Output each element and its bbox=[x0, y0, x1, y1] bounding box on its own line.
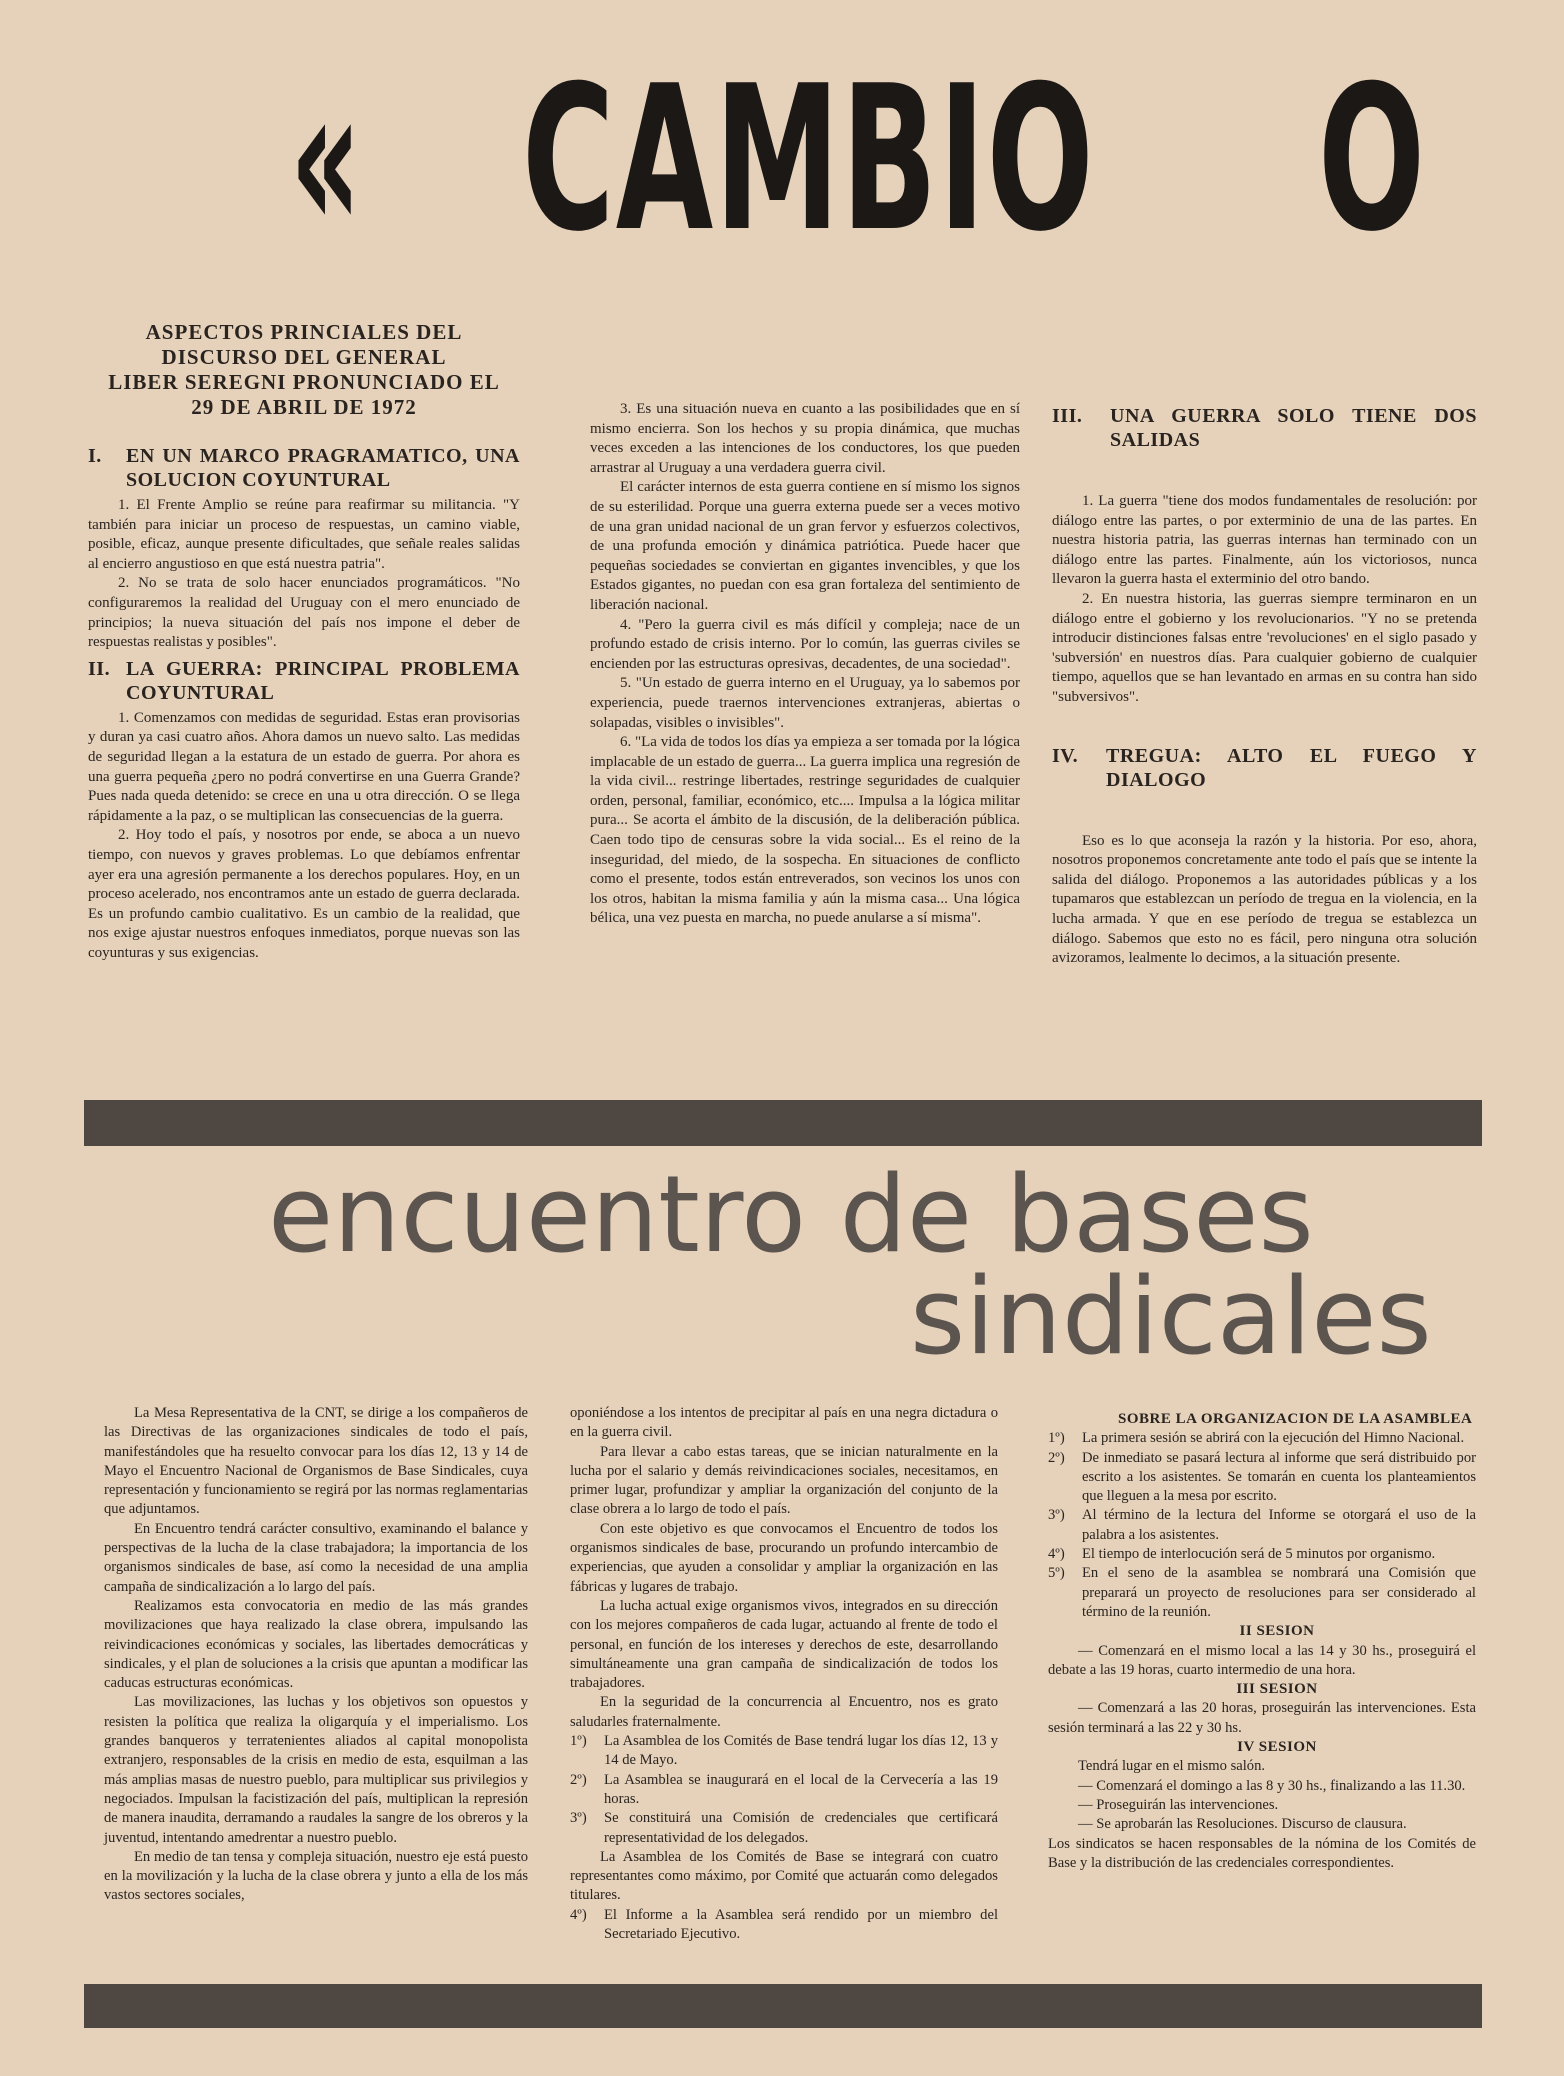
article1-column-3 bbox=[1052, 404, 1477, 969]
headline-line: DISCURSO DEL GENERAL bbox=[161, 345, 447, 369]
paragraph: 4. "Pero la guerra civil es más difícil y compleja; nace de un profundo estado de crisis interno. Por lo común, las guerras civiles se encienden por las estructuras opresivas, decadentes, de una sociedad". bbox=[590, 616, 1020, 672]
paragraph: Realizamos esta convocatoria en medio de las más grandes movilizaciones que haya realizado la clase obrera, impulsando las reivindicaciones económicas y sociales, las libertades democráticas y sindicales, y el plan de soluciones a la crisis que apuntan a modificar las caducas estructuras económicas. bbox=[104, 1597, 528, 1692]
article2-column-3 bbox=[1048, 1410, 1476, 1873]
article2-headline-line-1: encuentro de bases bbox=[268, 1153, 1314, 1276]
item-number: 2º) bbox=[570, 1771, 587, 1788]
article1-headline bbox=[88, 320, 520, 420]
paragraph: — Comenzará en el mismo local a las 14 y 30 hs., proseguirá el debate a las 19 horas, cuarto intermedio de una hora. bbox=[1048, 1642, 1476, 1678]
section-title: UNA GUERRA SOLO TIENE DOS SALIDAS bbox=[1110, 405, 1477, 451]
section-heading bbox=[1052, 404, 1477, 452]
item-number: 4º) bbox=[1048, 1546, 1065, 1563]
paragraph: En medio de tan tensa y compleja situación, nuestro eje está puesto en la movilización y la lucha de la clase obrera y junto a ella de los más vastos sectores sociales, bbox=[104, 1848, 528, 1904]
paragraph: Las movilizaciones, las luchas y los objetivos son opuestos y resisten la política que realiza la oligarquía y el imperialismo. Los grandes banqueros y terratenientes aliados al capital monopolista extranjero, responsables de la crisis en medio de esta, esquilman a las más amplias masas de nuestro pueblo, para multiplicar sus privilegios y negociados. Impulsan la facistización del país, multiplican la represión de manera inaudita, derramando a raudales la sangre de los obreros y la juventud, intentando amedrentar a nuestro pueblo. bbox=[104, 1694, 528, 1846]
paragraph: Con este objetivo es que convocamos el Encuentro de todos los organismos sindicales de base, procurando un profundo intercambio de experiencias, que ayuden a consolidar y ampliar la organización en las fábricas y lugares de trabajo. bbox=[570, 1520, 998, 1595]
article1-column-1 bbox=[88, 320, 520, 963]
paragraph: — Comenzará el domingo a las 8 y 30 hs., finalizando a las 11.30. bbox=[1078, 1777, 1466, 1794]
paragraph: 1. El Frente Amplio se reúne para reafirmar su militancia. "Y también para iniciar un proceso de respuestas, un camino viable, posible, eficaz, aunque presente dificultades, que señale reales salidas al encierro angustioso en que está nuestra patria". bbox=[88, 497, 520, 572]
section-heading bbox=[1052, 744, 1477, 792]
article2-headline-line-2: sindicales bbox=[910, 1255, 1432, 1378]
paragraph: La lucha actual exige organismos vivos, integrados en su dirección con los mejores compañeros de cada lugar, actuando al frente de todo el personal, en función de los intereses y derechos de este, desarrollando simultáneamente una gran campaña de sindicalización de todos los trabajadores. bbox=[570, 1597, 998, 1692]
list-item bbox=[570, 1771, 998, 1810]
article2-column-2 bbox=[570, 1404, 998, 1944]
masthead bbox=[0, 43, 1564, 276]
headline-line: LIBER SEREGNI PRONUNCIADO EL bbox=[108, 370, 500, 394]
item-number: 4º) bbox=[570, 1906, 587, 1923]
list-item bbox=[1048, 1545, 1476, 1564]
masthead-title: CAMBIO bbox=[522, 43, 1095, 276]
section-heading bbox=[88, 444, 520, 492]
divider-bar-top bbox=[84, 1100, 1482, 1146]
session-heading: III SESION bbox=[1236, 1681, 1318, 1698]
paragraph: Eso es lo que aconseja la razón y la historia. Por eso, ahora, nosotros proponemos concretamente ante todo el país que se intente la salida del diálogo. Proponemos a las autoridades públicas y a los tupamaros que establezcan un período de tregua en la violencia, en la lucha armada. Y que en ese período de tregua se establezca un diálogo. Sabemos que esto no es fácil, pero ninguna otra solución avizoramos, lealmente lo decimos, a la situación presente. bbox=[1052, 832, 1477, 967]
paragraph: 1. La guerra "tiene dos modos fundamentales de resolución: por diálogo entre las partes, o por exterminio de una de las partes. En nuestra historia patria, las guerras internas han terminado con un diálogo entre las partes. Finalmente, aún los victoriosos, nunca llevaron la guerra hasta el exterminio del otro bando. bbox=[1052, 493, 1477, 588]
divider-bar-bottom bbox=[84, 1984, 1482, 2028]
list-item bbox=[570, 1809, 998, 1848]
list-item bbox=[1048, 1429, 1476, 1448]
list-item bbox=[1048, 1449, 1476, 1507]
paragraph: Para llevar a cabo estas tareas, que se inician naturalmente en la lucha por el salario y demás reivindicaciones sociales, necesitamos, en primer lugar, profundizar y ampliar la organización del conjunto de la clase obrera a lo largo de todo el país. bbox=[570, 1443, 998, 1518]
paragraph: Tendrá lugar en el mismo salón. bbox=[1078, 1758, 1266, 1775]
item-text: La Asamblea de los Comités de Base tendrá lugar los días 12, 13 y 14 de Mayo. bbox=[604, 1733, 998, 1769]
list-item bbox=[570, 1906, 998, 1945]
paragraph: La Mesa Representativa de la CNT, se dirige a los compañeros de las Directivas de las organizaciones sindicales de todo el país, manifestándoles que ha resuelto convocar para los días 12, 13 y 14 de Mayo el Encuentro Nacional de Organismos de Base Sindicales, cuya representación y funcionamiento se regirá por las normas reglamentarias que adjuntamos. bbox=[104, 1405, 528, 1518]
item-text: Al término de la lectura del Informe se otorgará el uso de la palabra a los asistentes. bbox=[1082, 1507, 1476, 1543]
item-number: 1º) bbox=[570, 1733, 587, 1750]
section-number: I. bbox=[88, 445, 102, 467]
item-text: Se constituirá una Comisión de credenciales que certificará representatividad de los delegados. bbox=[604, 1810, 998, 1846]
paragraph: — Comenzará a las 20 horas, proseguirán las intervenciones. Esta sesión terminará a las 22 y 30 hs. bbox=[1048, 1700, 1476, 1736]
masthead-quote-mark: « bbox=[290, 43, 362, 276]
item-number: 2º) bbox=[1048, 1449, 1065, 1466]
list-item bbox=[1048, 1506, 1476, 1545]
item-text: La Asamblea se inaugurará en el local de la Cervecería a las 19 horas. bbox=[604, 1771, 998, 1807]
masthead-title-tail: O bbox=[1318, 43, 1426, 276]
item-number: 3º) bbox=[570, 1810, 587, 1827]
paragraph: — Se aprobarán las Resoluciones. Discurso de clausura. bbox=[1078, 1816, 1407, 1833]
section-number: II. bbox=[88, 657, 111, 680]
item-number: 3º) bbox=[1048, 1507, 1065, 1524]
headline-line: 29 DE ABRIL DE 1972 bbox=[191, 395, 417, 419]
paragraph: — Proseguirán las intervenciones. bbox=[1078, 1796, 1279, 1813]
item-text: De inmediato se pasará lectura al informe que será distribuido por escrito a los asistentes. Se tomarán en cuenta los planteamientos que lleguen a la mesa por escrito. bbox=[1082, 1449, 1476, 1505]
list-item bbox=[570, 1732, 998, 1771]
item-number: 5º) bbox=[1048, 1565, 1065, 1582]
section-number: III. bbox=[1052, 405, 1083, 427]
section-heading bbox=[88, 657, 520, 705]
item-text: En el seno de la asamblea se nombrará una Comisión que preparará un proyecto de resoluciones para ser considerado al término de la reunión. bbox=[1082, 1565, 1476, 1620]
article2-column-1 bbox=[104, 1404, 528, 1906]
subsection-heading: SOBRE LA ORGANIZACION DE LA ASAMBLEA bbox=[1118, 1411, 1473, 1427]
paragraph: En la seguridad de la concurrencia al Encuentro, nos es grato saludarles fraternalmente. bbox=[570, 1694, 998, 1730]
paragraph: 2. Hoy todo el país, y nosotros por ende, se aboca a un nuevo tiempo, con nuevos y graves problemas. Lo que debíamos enfrentar ayer era una agresión permanente a los derechos populares. Hoy, en un proceso acelerado, nos encontramos ante un estado de guerra declarada. Es un profundo cambio cualitativo. Es un cambio de la realidad, que nos exige ajustar nuestros enfoques inmediatos, porque nuevas son las coyunturas y sus exigencias. bbox=[88, 827, 520, 961]
paragraph: En Encuentro tendrá carácter consultivo, examinando el balance y perspectivas de la lucha de la clase trabajadora; la importancia de los organismos sindicales de base, así como la necesidad de una amplia campaña de sindicalización a lo largo del país. bbox=[104, 1520, 528, 1595]
paragraph: 2. En nuestra historia, las guerras siempre terminaron en un diálogo entre el gobierno y los revolucionarios. "Y no se pretenda introducir distinciones falsas entre 'revoluciones' en el siglo pasado y 'subversión' en nuestros días. Para cualquier gobierno de cualquier tiempo, aquellos que se han levantado en armas en su contra han sido "subversivos". bbox=[1052, 590, 1477, 705]
paragraph: 1. Comenzamos con medidas de seguridad. Estas eran provisorias y duran ya casi cuatro años. Ahora damos un nuevo salto. Las medidas de seguridad llegan a la estatura de un estado de guerra. Por ahora es una guerra pequeña ¿pero no podrá convertirse en una Guerra Grande? Pues nada queda detenido: se crece en una u otra dirección. O se llega rápidamente a la paz, o se multiplican las consecuencias de la guerra. bbox=[88, 709, 520, 824]
paragraph: 3. Es una situación nueva en cuanto a las posibilidades que en sí mismo encierra. Son los hechos y su propia dinámica, que muchas veces exceden a las intenciones de los conductores, los que pueden arrastrar al Uruguay a una verdadera guerra civil. bbox=[590, 401, 1020, 476]
session-heading: II SESION bbox=[1239, 1623, 1315, 1640]
item-number: 1º) bbox=[1048, 1430, 1065, 1447]
paragraph: La Asamblea de los Comités de Base se integrará con cuatro representantes como máximo, por Comité que actuarán como delegados titulares. bbox=[570, 1848, 998, 1904]
list-item bbox=[1048, 1564, 1476, 1622]
paragraph: Los sindicatos se hacen responsables de la nómina de los Comités de Base y la distribución de las credenciales correspondientes. bbox=[1048, 1835, 1476, 1871]
section-title: LA GUERRA: PRINCIPAL PROBLEMA COYUNTURAL bbox=[126, 657, 520, 704]
paragraph: 6. "La vida de todos los días ya empieza a ser tomada por la lógica implacable de un estado de guerra... La guerra implica una regresión de la vida civil... restringe libertades, restringe seguridades de cualquier orden, personal, familiar, económico, etc.... Impulsa a la lógica militar pura... Se acorta el ámbito de la discusión, de la deliberación pública. Caen todo tipo de censuras sobre la vida social... Es el reino de la inseguridad, del miedo, de la sospecha. En situaciones de conflicto como el presente, todos están entreverados, son vecinos los unos con los otros, habitan la misma familia y aún la misma casa... Una lógica bélica, una vez puesta en marcha, no puede anularse a sí misma". bbox=[590, 734, 1020, 927]
article1-column-2 bbox=[590, 400, 1020, 929]
item-text: La primera sesión se abrirá con la ejecución del Himno Nacional. bbox=[1082, 1430, 1465, 1447]
paragraph: 5. "Un estado de guerra interno en el Uruguay, ya lo sabemos por experiencia, puede traernos intervenciones extranjeras, abiertas o solapadas, visibles o invisibles". bbox=[590, 675, 1020, 731]
session-heading: IV SESION bbox=[1237, 1739, 1317, 1756]
section-number: IV. bbox=[1052, 744, 1079, 767]
paragraph: oponiéndose a los intentos de precipitar al país en una negra dictadura o en la guerra civil. bbox=[570, 1405, 998, 1441]
item-text: El tiempo de interlocución será de 5 minutos por organismo. bbox=[1082, 1546, 1436, 1563]
paragraph: 2. No se trata de solo hacer enunciados programáticos. "No configuraremos la realidad del Uruguay con el mero enunciado de principios; la nueva situación del país nos impone el deber de respuestas realistas y posibles". bbox=[88, 575, 520, 651]
section-title: TREGUA: ALTO EL FUEGO Y DIALOGO bbox=[1106, 744, 1477, 791]
item-text: El Informe a la Asamblea será rendido por un miembro del Secretariado Ejecutivo. bbox=[604, 1906, 998, 1943]
paragraph: El carácter internos de esta guerra contiene en sí mismo los signos de su esterilidad. Porque una guerra externa puede ser a veces motivo de una gran unidad nacional de un gran fervor y esfuerzos colectivos, de una profunda emoción y dinámica patriótica. Puede hacer que pequeñas sociedades se conviertan en gigantes invencibles, y que los Estados gigantes, no puedan con esa gran fortaleza del sentimiento de liberación nacional. bbox=[590, 479, 1020, 613]
headline-line: ASPECTOS PRINCIALES DEL bbox=[145, 320, 463, 344]
section-title: EN UN MARCO PRAGRAMATICO, UNA SOLUCION COYUNTURAL bbox=[126, 445, 520, 491]
